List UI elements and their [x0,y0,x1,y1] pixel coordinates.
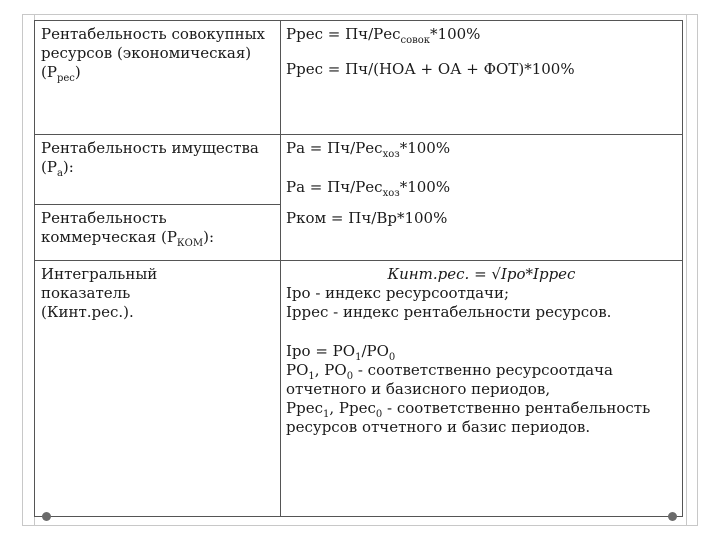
formula: Ра = Пч/Рес$_{хоз}$*100% [286,178,451,199]
indicator-label: $(Р_а)$: [41,158,74,179]
indicator-label: показатель [41,284,131,302]
indicator-label-cell [35,135,281,205]
indicator-label: $(Р_{рес})$ [41,63,81,84]
formula: Ра = Пч/Рес$_{хоз}$*100% [286,139,451,160]
formula-cell [281,261,683,517]
table-row [35,205,683,261]
formula-cell [281,21,683,135]
explanation: отчетного и базисного периодов, [286,380,551,398]
indicator-label: Интегральный [41,265,158,283]
table-row [35,261,683,517]
explanation: Ррес$_1$, Ррес$_0$ - соответственно рентабельность [286,399,651,420]
integral-formula: Кинт.рес. = √Iро*Iррес [387,265,576,283]
formula-cell [281,205,683,261]
formula: Ррес = Пч/Рес$_{совок}$*100% [286,25,481,46]
indicator-label-cell [35,205,281,261]
formula-table [34,20,683,517]
table-row [35,21,683,135]
indicator-label: Рентабельность [41,209,167,227]
indicator-label: Рентабельность имущества [41,139,259,157]
right-frame-line [686,14,687,526]
indicator-label-cell [35,21,281,135]
table-row [35,135,683,205]
definition: Iро - индекс ресурсоотдачи; [286,284,510,302]
indicator-label: коммерческая $(Р_{КОМ})$: [41,228,215,249]
bullet-dot-left [42,512,51,521]
indicator-label: (Кинт.рес.). [41,303,134,321]
definition: Iррес - индекс рентабельности ресурсов. [286,303,612,321]
indicator-label: ресурсов (экономическая) [41,44,252,62]
formula: Ррес = Пч/(НОА + ОА + ФОТ)*100% [286,60,575,78]
indicator-label: Рентабельность совокупных [41,25,265,43]
indicator-label-cell [35,261,281,517]
formula-cell [281,135,683,205]
bullet-dot-right [668,512,677,521]
formula: Iро = $РО_1/РО_0$ [286,342,396,363]
formula: Рком = Пч/Вр*100% [286,208,448,227]
explanation: $РО_1$, $РО_0$ - соответственно ресурсоотдача [286,361,613,382]
explanation: ресурсов отчетного и базис периодов. [286,418,591,436]
